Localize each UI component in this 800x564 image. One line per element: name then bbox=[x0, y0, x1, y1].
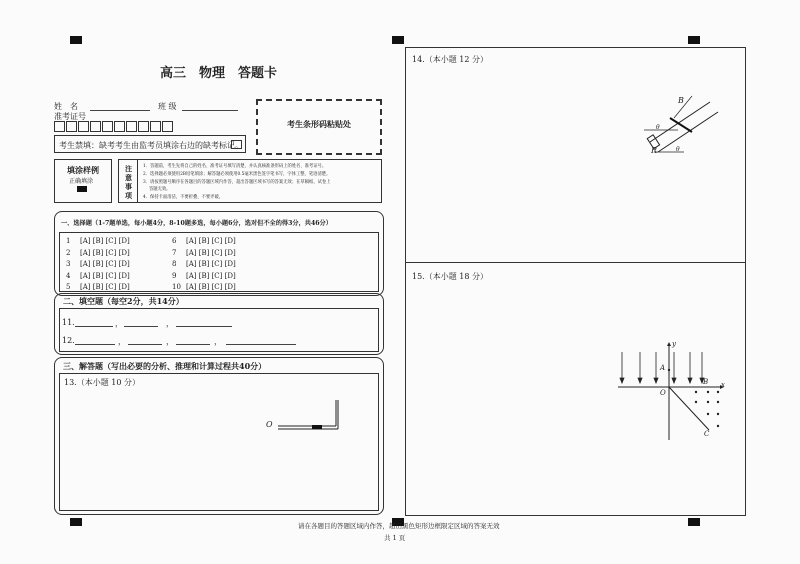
q15-axis-x: x bbox=[721, 381, 725, 389]
q13-diagram bbox=[266, 398, 346, 438]
q13-label: 13.（本小题 10 分） bbox=[64, 378, 140, 387]
separator: ， bbox=[166, 337, 174, 346]
choice-number: 2 bbox=[66, 248, 71, 257]
choice-q8[interactable] bbox=[172, 260, 236, 269]
choice-number: 7 bbox=[172, 248, 177, 257]
registration-mark-top-right bbox=[688, 36, 700, 44]
absent-mark-checkbox[interactable] bbox=[231, 140, 242, 149]
choice-options[interactable]: [A] [B] [C] [D] bbox=[80, 248, 130, 257]
choice-q3[interactable] bbox=[66, 260, 130, 269]
q12-blank-1[interactable] bbox=[75, 344, 115, 345]
notice-item-3b: 答题无效。 bbox=[149, 187, 171, 192]
choice-number: 3 bbox=[66, 260, 71, 268]
page-title: 高三 物理 答题卡 bbox=[160, 66, 278, 81]
q15-origin-o: O bbox=[660, 389, 666, 397]
choice-number: 9 bbox=[172, 271, 177, 280]
q13-point-o: O bbox=[266, 420, 273, 429]
choice-options[interactable]: [A] [B] [C] [D] bbox=[80, 283, 130, 291]
choice-q2[interactable] bbox=[66, 249, 130, 258]
filled-sample-mark bbox=[77, 186, 87, 192]
q12-blank-2[interactable] bbox=[128, 344, 162, 345]
section1-title: 一、选择题（1-7题单选，每小题4分，8-10题多选，每小题6分，选对但不全的得3分，共46分） bbox=[61, 220, 332, 227]
registration-mark-bottom-right bbox=[688, 518, 700, 526]
choice-q9[interactable] bbox=[172, 272, 236, 281]
footer-note: 请在各题目的答题区域内作答，超出黑色矩形边框限定区域的答案无效 bbox=[298, 522, 500, 530]
name-label: 姓 名 bbox=[54, 102, 78, 111]
choice-number: 5 bbox=[66, 283, 71, 291]
q14-label: 14.（本小题 12 分） bbox=[412, 55, 488, 64]
choice-number: 6 bbox=[172, 237, 177, 245]
exam-number-grid[interactable] bbox=[54, 121, 176, 133]
exam-number-label: 准考证号 bbox=[54, 112, 86, 121]
sample-title: 填涂样例 bbox=[67, 165, 99, 175]
section2-title: 二、填空题（每空2分，共14分） bbox=[63, 296, 184, 306]
choice-q7[interactable] bbox=[172, 249, 236, 258]
barcode-label: 考生条形码粘贴处 bbox=[287, 119, 351, 129]
registration-mark-top-left bbox=[70, 36, 82, 44]
choice-options[interactable]: [A] [B] [C] [D] bbox=[186, 248, 236, 257]
choice-q1[interactable] bbox=[66, 237, 130, 246]
registration-mark-top-center bbox=[392, 36, 404, 44]
q14-q15-divider bbox=[405, 262, 746, 263]
q12-label: 12. bbox=[62, 336, 75, 345]
choice-q10[interactable] bbox=[172, 283, 236, 292]
separator: ， bbox=[166, 319, 174, 328]
q15-point-a: A bbox=[660, 364, 666, 372]
separator: ， bbox=[115, 319, 123, 328]
choice-options[interactable]: [A] [B] [C] [D] bbox=[186, 271, 236, 280]
sample-subtitle: 正确填涂 bbox=[69, 178, 94, 185]
notice-box bbox=[118, 159, 382, 203]
class-field[interactable] bbox=[182, 110, 238, 111]
q12-blank-3[interactable] bbox=[176, 344, 210, 345]
q11-blank-3[interactable] bbox=[176, 326, 232, 327]
notice-item-1: 1．答题前，考生先将自己的姓名、准考证号填写清楚，并认真核准条形码上的姓名、准考证号。 bbox=[143, 164, 327, 169]
choice-options[interactable]: [A] [B] [C] [D] bbox=[186, 260, 236, 268]
choice-options[interactable]: [A] [B] [C] [D] bbox=[80, 260, 130, 268]
choice-number: 1 bbox=[66, 237, 71, 245]
barcode-area bbox=[256, 99, 382, 155]
q15-diagram bbox=[614, 340, 734, 450]
notice-item-4: 4．保持卡面清洁，不要折叠、不要弄破。 bbox=[143, 195, 224, 200]
notice-item-2: 2．选择题必须使用2B铅笔填涂；解答题必须使用0.5毫米黑色签字笔书写，字体工整、笔迹清楚。 bbox=[143, 172, 331, 177]
q14-resistor-r: R bbox=[651, 146, 658, 155]
absent-note-box bbox=[54, 135, 246, 153]
choice-options[interactable]: [A] [B] [C] [D] bbox=[80, 271, 130, 280]
choice-number: 10 bbox=[172, 283, 181, 291]
q11-blank-1[interactable] bbox=[75, 326, 113, 327]
q14-angle-2: θ bbox=[676, 146, 680, 153]
choice-number: 4 bbox=[66, 271, 71, 280]
choice-q6[interactable] bbox=[172, 237, 236, 246]
q11-blank-2[interactable] bbox=[124, 326, 158, 327]
separator: ， bbox=[214, 337, 222, 346]
q11-label: 11. bbox=[62, 318, 75, 327]
name-field[interactable] bbox=[90, 110, 150, 111]
q14-point-b: B bbox=[678, 96, 684, 105]
choice-number: 8 bbox=[172, 260, 177, 268]
registration-mark-bottom-left bbox=[70, 518, 82, 526]
notice-title: 注意事项 bbox=[125, 164, 132, 200]
sample-box bbox=[54, 159, 112, 203]
choice-q5[interactable] bbox=[66, 283, 130, 292]
choice-options[interactable]: [A] [B] [C] [D] bbox=[80, 237, 130, 245]
absent-note: 考生禁填：缺考考生由监考员填涂右边的缺考标记。 bbox=[59, 141, 243, 150]
q15-point-b: B bbox=[703, 378, 709, 386]
page-count: 共 1 页 bbox=[384, 534, 406, 542]
q14-angle-1: θ bbox=[656, 124, 660, 131]
q15-axis-y: y bbox=[672, 340, 676, 348]
section3-title: 三、解答题（写出必要的分析、推理和计算过程共40分） bbox=[63, 361, 267, 371]
separator: ， bbox=[118, 337, 126, 346]
q15-label: 15.（本小题 18 分） bbox=[412, 272, 488, 281]
q13-answer-area[interactable] bbox=[59, 373, 379, 511]
choice-q4[interactable] bbox=[66, 272, 130, 281]
notice-item-3: 3．请按照题号顺序在各题目的答题区域内作答，超出答题区域书写的答案无效；在草稿纸、试卷上 bbox=[143, 180, 331, 185]
q12-blank-4[interactable] bbox=[226, 344, 296, 345]
class-label: 班 级 bbox=[158, 102, 177, 111]
choice-options[interactable]: [A] [B] [C] [D] bbox=[186, 283, 236, 291]
choice-options[interactable]: [A] [B] [C] [D] bbox=[186, 237, 236, 245]
q15-point-c: C bbox=[704, 430, 710, 438]
